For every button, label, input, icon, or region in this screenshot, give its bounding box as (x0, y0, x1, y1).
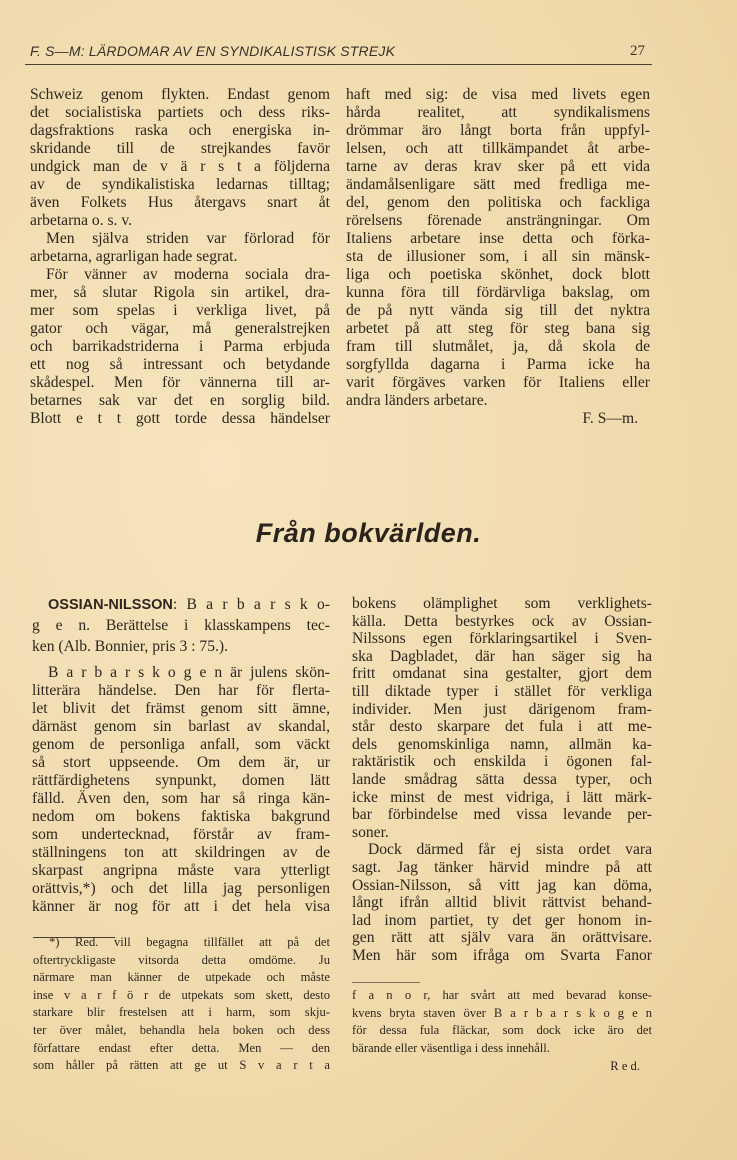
text-line: skarpast angripna måste vara ytterligt (32, 862, 330, 879)
text-line: källa. Detta bestyrkes ock av Ossian- (352, 612, 652, 630)
footnote-right (352, 987, 652, 1057)
text-line: de på nytt vända sig till det nyktra (346, 302, 650, 319)
text-line: oftertryckligaste vitsorda detta omdöme. Ju (33, 952, 330, 967)
text-line: till diktade typer i stället för verkliga (352, 682, 652, 700)
text-line: för dessa fula fläckar, som dock icke äro det (352, 1023, 652, 1038)
text-line: Dock därmed får ej sista ordet vara (368, 841, 652, 859)
running-title: F. S—M: LÄRDOMAR AV EN SYNDIKALISTISK STREJK (30, 43, 396, 59)
text-line: fram till slutmålet, ja, då skola de (346, 338, 650, 355)
text-line: därnäst genom sin barlast av skandal, (32, 718, 330, 735)
text-line: tarne av deras krav sker på ett vida (346, 158, 650, 175)
text-line: litterära händelse. Den har för flerta- (32, 682, 330, 699)
text-line: icke minst de mest vidriga, i lätt märk- (352, 788, 652, 806)
text-line: individer. Men just därigenom fram- (352, 700, 652, 718)
text-line: let blivit det främst genom sitt ämne, (32, 700, 330, 717)
text-line: sagt. Jag tänker härvid mindre på att (352, 858, 652, 876)
text-line: nedom om bokens faktiska bakgrund (32, 808, 330, 825)
text-line: känner är nog för att i det hela visa (32, 898, 330, 915)
review-column-right (352, 595, 652, 964)
text-line: det socialistiska partiets och dess riks- (30, 104, 330, 121)
text-line: sorgfyllda dagarna i Parma icke ha (346, 356, 650, 373)
article-signature-block (346, 410, 650, 428)
text-line: del, genom den politiska och fackliga (346, 194, 650, 211)
text-line: andra länders arbetare. (346, 392, 488, 409)
section-heading: Från bokvärlden. (255, 518, 482, 548)
review-title-line: g e n. Berättelse i klasskampens tec- (32, 617, 330, 634)
text-line: orättvis,*) och det lilla jag personligen (32, 880, 330, 897)
text-line: Italiens arbetare inse detta och förka- (346, 230, 650, 247)
text-line: raktäristik och enskilda i ögonen fal- (352, 753, 652, 771)
text-line: av de syndikalistiska ledarnas tilltag; (30, 176, 330, 193)
text-line: Blott e t t gott torde dessa händelser (30, 410, 330, 427)
review-title-block (32, 594, 330, 657)
text-line: som håller på rätten att ge ut S v a r t a (33, 1058, 330, 1073)
text-line: haft med sig: de visa med livets egen (346, 86, 650, 103)
text-line: fälld. Även den, som har så ringa kän- (32, 790, 330, 807)
text-line: inse v a r f ö r de utpekats som skett, desto (33, 987, 330, 1002)
text-line: fritt omdanat sina gestalter, gjort dem (352, 665, 652, 683)
text-line: mer som spelas i verkliga livet, på (30, 302, 330, 319)
text-line: Nilssons egen förklaringsartikel i Sven- (352, 630, 652, 648)
text-line: lande smådrag sätta dessa typer, och (352, 770, 652, 788)
text-line: genom de personliga anfall, som väckt (32, 736, 330, 753)
review-title-line (32, 594, 330, 615)
text-line: Men själva striden var förlorad för (46, 230, 330, 247)
text-line: f a n o r, har svårt att med bevarad konse- (352, 988, 652, 1002)
text-line: bar förbindelse med vissa levande per- (352, 806, 652, 824)
text-line: Schweiz genom flykten. Endast genom (30, 86, 330, 103)
footnote-left (33, 934, 330, 1075)
text-line: bokens olämplighet som verklighets- (352, 595, 652, 612)
article-signature: F. S—m. (582, 410, 638, 427)
text-line: betarnes sak var det en sorglig bild. (30, 392, 330, 409)
text-line: som undertecknad, förstår av fram- (32, 826, 330, 843)
text-line: undgick man de v ä r s t a följderna (30, 158, 330, 175)
text-line: ska Dagbladet, där han säger sig ha (352, 647, 652, 665)
text-line: sta de illusioner som, i all sin mänsk- (346, 248, 650, 265)
text-line: långt ifrån alltid blivit rättvist behand- (352, 894, 652, 912)
text-line: ställningens ton att skildringen av de (32, 844, 330, 861)
text-line: dagsfraktions raska och energiska in- (30, 122, 330, 139)
text-line: Men här som ifråga om Svarta Fanor (352, 946, 652, 964)
text-line: och barrikadstriderna i Parma erbjuda (30, 338, 330, 355)
text-line: lad inom partiet, ty det ger honom in- (352, 911, 652, 929)
text-line: starkare blir frestelsen att i harm, som skju- (33, 1005, 330, 1020)
header-rule (25, 64, 652, 65)
text-line: rättfärdighetens synpunkt, domen lätt (32, 772, 330, 789)
text-line: även Folkets Hus återgavs snart åt (30, 194, 330, 211)
text-line: *) Red. vill begagna tillfället att på det (49, 935, 330, 949)
text-line: skådespel. Men för vännerna till ar- (30, 374, 330, 391)
text-line: gen rätt att själv vara än orättvisare. (352, 929, 652, 947)
text-line: För vänner av moderna sociala dra- (46, 266, 330, 283)
text-line: närmare man känner de utpekade och måste (33, 970, 330, 985)
text-line: hårda realitet, att syndikalismens (346, 104, 650, 121)
footnote-signature: R e d. (610, 1059, 640, 1073)
review-author: OSSIAN-NILSSON (48, 597, 173, 613)
article-column-right (346, 86, 650, 410)
footnote-signature-block (352, 1058, 652, 1076)
text-line: arbetarna, agrarligan hade segrat. (30, 248, 238, 265)
page-number: 27 (630, 43, 645, 59)
text-line: B a r b a r s k o g e n är julens skön- (48, 664, 330, 681)
text-line: lelsen, och att tillkämpandet åt arbe- (346, 140, 650, 157)
text-line: arbetet på att steg för steg bana sig (346, 320, 650, 337)
review-title-start: : B a r b a r s k o- (172, 596, 330, 613)
text-line: ett nog så intressant och betydande (30, 356, 330, 373)
text-line: så stort uppseende. Om dem är, ur (32, 754, 330, 771)
text-line: kvens bryta staven över B a r b a r s k o g e n (352, 1005, 652, 1020)
text-line: mer, så slutar Rigola sin artikel, dra- (30, 284, 330, 301)
text-line: Ossian-Nilsson, så vitt jag kan döma, (352, 876, 652, 894)
text-line: skridande till de strejkandes favör (30, 140, 330, 157)
article-column-left (30, 86, 330, 428)
text-line: kunna föra till fördärvliga bakslag, om (346, 284, 650, 301)
footnote-rule-right (352, 982, 420, 983)
text-line: författare endast efter detta. Men — den (33, 1040, 330, 1055)
text-line: står desto skarpare det fula i att me- (352, 718, 652, 736)
text-line: dels genomskinliga namn, allmän ka- (352, 735, 652, 753)
text-line: rörelsens förenade ansträngningar. Om (346, 212, 650, 229)
text-line: bärande eller väsentliga i dess innehåll. (352, 1040, 550, 1055)
text-line: arbetarna o. s. v. (30, 212, 133, 229)
review-title-line: ken (Alb. Bonnier, pris 3 : 75.). (32, 638, 229, 655)
text-line: ter över målet, behandla hela boken och dess (33, 1022, 330, 1037)
text-line: ändamålsenligare sätt med fredliga me- (346, 176, 650, 193)
text-line: gator och vägar, må generalstrejken (30, 320, 330, 337)
text-line: liga och poetiska skönhet, dock blott (346, 266, 650, 283)
text-line: varit förgäves varken för Italiens eller (346, 374, 650, 391)
review-column-left (32, 664, 330, 916)
text-line: soner. (352, 823, 389, 841)
text-line: drömmar äro långt borta från uppfyl- (346, 122, 650, 139)
